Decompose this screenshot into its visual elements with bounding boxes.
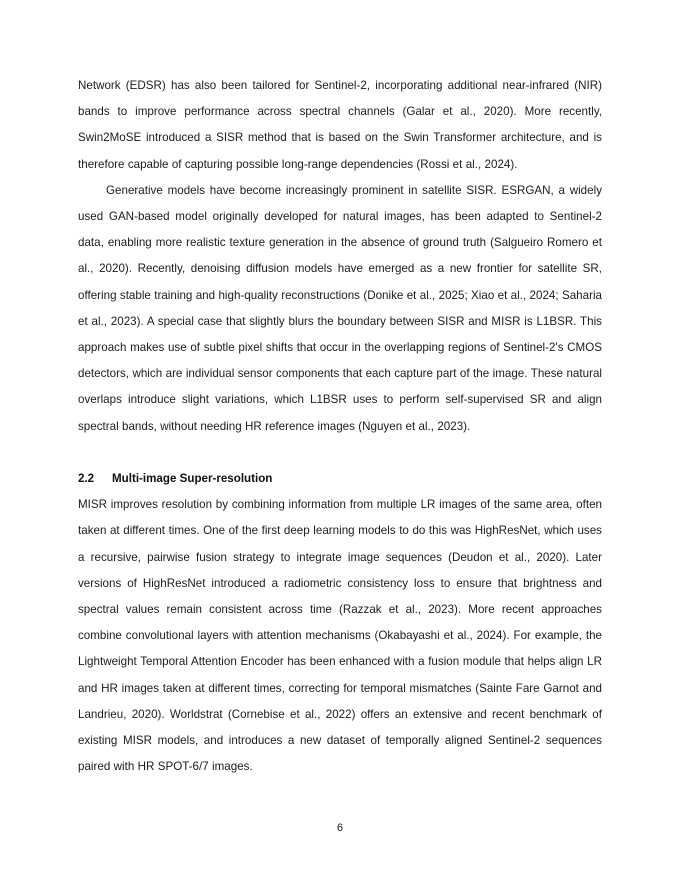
paragraph-edsr-swin: Network (EDSR) has also been tailored for Sentinel-2, incorporating additional near-infrared (NIR) bands to improve performance across spectral channels (Galar et al., 2020). More recently, Swin2MoSE introduced a SISR method that is based on the Swin Transformer architecture, and is therefore capable of capturing possible long-range dependencies (Rossi et al., 2024). bbox=[78, 79, 602, 171]
page-content-column bbox=[78, 73, 602, 780]
paragraph-generative-models: Generative models have become increasingly prominent in satellite SISR. ESRGAN, a widely used GAN-based model originally developed for natural images, has been adapted to Sentinel-2 data, enabling more realistic texture generation in the absence of ground truth (Salgueiro Romero et al., 2020). Recently, denoising diffusion models have emerged as a new frontier for satellite SR, offering stable training and high-quality reconstructions (Donike et al., 2025; Xiao et al., 2024; Saharia et al., 2023). A special case that slightly blurs the boundary between SISR and MISR is L1BSR. This approach makes use of subtle pixel shifts that occur in the overlapping regions of Sentinel-2's CMOS detectors, which are individual sensor components that each capture part of the image. These natural overlaps introduce slight variations, which L1BSR uses to perform self-supervised SR and align spectral bands, without needing HR reference images (Nguyen et al., 2023). bbox=[78, 183, 602, 433]
section-heading-2-2 bbox=[78, 466, 602, 492]
paragraph-misr: MISR improves resolution by combining information from multiple LR images of the same area, often taken at different times. One of the first deep learning models to do this was HighResNet, which uses a recursive, pairwise fusion strategy to integrate image sequences (Deudon et al., 2020). Later versions of HighResNet introduced a radiometric consistency loss to ensure that brightness and spectral values remain consistent across time (Razzak et al., 2023). More recent approaches combine convolutional layers with attention mechanisms (Okabayashi et al., 2024). For example, the Lightweight Temporal Attention Encoder has been enhanced with a fusion module that helps align LR and HR images taken at different times, correcting for temporal mismatches (Sainte Fare Garnot and Landrieu, 2020). Worldstrat (Cornebise et al., 2022) offers an extensive and recent benchmark of existing MISR models, and introduces a new dataset of temporally aligned Sentinel-2 sequences paired with HR SPOT-6/7 images. bbox=[78, 498, 602, 774]
page-number: 6 bbox=[336, 822, 344, 834]
section-number: 2.2 bbox=[78, 472, 95, 486]
section-title: Multi-image Super-resolution bbox=[112, 472, 273, 486]
heading-spacer bbox=[78, 440, 602, 466]
